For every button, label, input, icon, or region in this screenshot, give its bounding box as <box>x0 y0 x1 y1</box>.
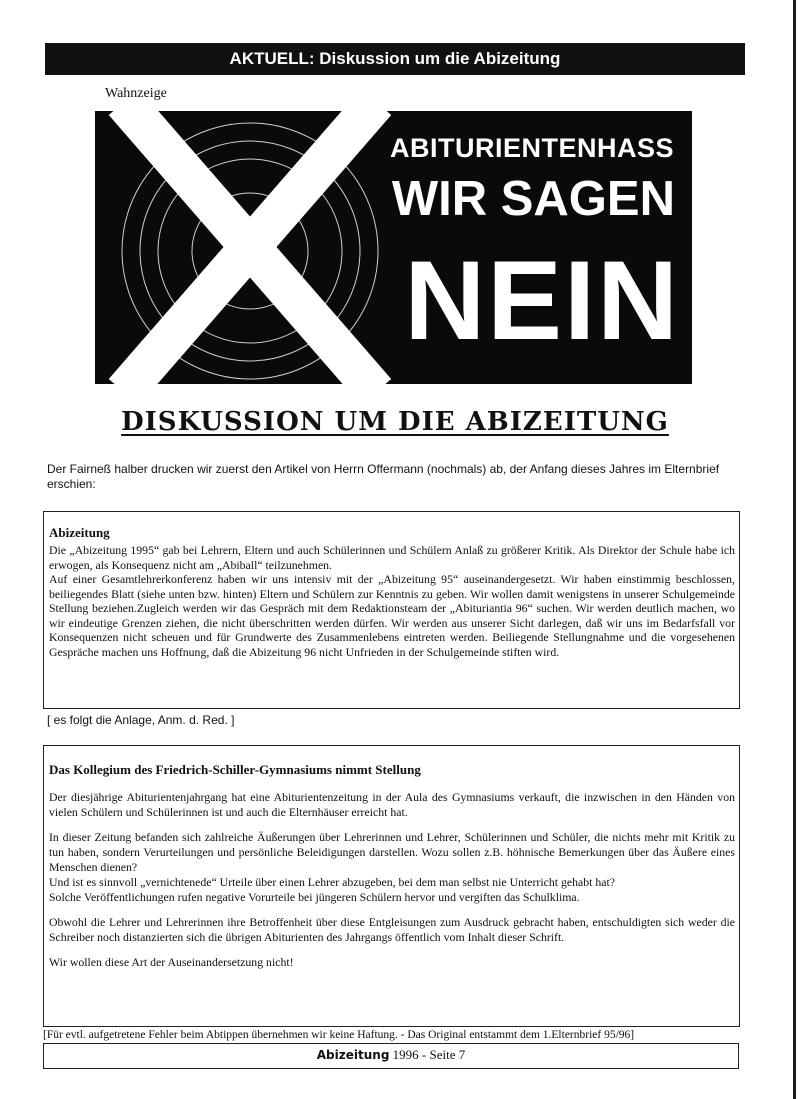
footer-brand: Abizeitung <box>316 1048 390 1062</box>
poster-line-3: NEIN <box>404 238 680 363</box>
statement-paragraph: Wir wollen diese Art der Auseinandersetzung nicht! <box>49 955 294 969</box>
disclaimer: [Für evtl. aufgetretene Fehler beim Abtippen übernehmen wir keine Haftung. - Das Original entstammt dem 1.Elternbrief 95/96] <box>43 1029 635 1041</box>
poster-caption: Wahnzeige <box>105 86 167 101</box>
statement-box <box>43 745 740 1027</box>
statement-paragraph: Solche Veröffentlichungen rufen negative Vorurteile bei jüngeren Schülern hervor und vergiften das Schulklima. <box>49 890 580 904</box>
statement-paragraph: Und ist es sinnvoll „vernichtenede“ Urteile über einen Lehrer abzugeben, bei dem man selbst nie Unterricht gehabt hat? <box>49 875 616 889</box>
letter-paragraph: Die „Abizeitung 1995“ gab bei Lehrern, Eltern und auch Schülerinnen und Schülern Anlaß zu größerer Kritik. Als Direktor der Schule habe ich erwogen, als Konsequenz nicht am „Abiball“ teilzunehmen. <box>49 543 735 572</box>
article-headline: DISKUSSION UM DIE ABIZEITUNG <box>121 407 669 437</box>
footer-page: 1996 - Seite 7 <box>389 1047 466 1062</box>
page-edge <box>793 0 796 1099</box>
letter-title: Abizeitung <box>49 525 110 540</box>
editor-note: [ es folgt die Anlage, Anm. d. Red. ] <box>47 713 235 727</box>
statement-title: Das Kollegium des Friedrich-Schiller-Gymnasiums nimmt Stellung <box>49 762 421 777</box>
section-header: AKTUELL: Diskussion um die Abizeitung <box>45 43 745 75</box>
letter-box <box>43 511 740 709</box>
statement-paragraph: Obwohl die Lehrer und Lehrerinnen ihre Betroffenheit über diese Entgleisungen zum Ausdruck gebracht haben, entschuldigten sich weder die Schreiber noch distanzierten sich die übrigen Abiturienten des Jahrgangs öffentlich vom Inhalt dieser Schrift. <box>49 915 735 944</box>
intro-text: Der Fairneß halber drucken wir zuerst den Artikel von Herrn Offermann (nochmals) ab, der Anfang dieses Jahres im Elternbrief erschien: <box>47 462 720 491</box>
statement-paragraph: In dieser Zeitung befanden sich zahlreiche Äußerungen über Lehrerinnen und Lehrer, Schülerinnen und Schüler, die nichts mehr mit Kritik zu tun haben, sondern Verurteilungen und persönliche Beleidigungen darstellen. Wozu sollen z.B. höhnische Bemerkungen über das Äußere eines Menschen dienen? <box>49 830 735 874</box>
letter-paragraph: Auf einer Gesamtlehrerkonferenz haben wir uns intensiv mit der „Abizeitung 95“ auseinandergesetzt. Wir haben einstimmig beschlossen, beiliegendes Blatt (siehe unten bzw. hinten) Eltern und Schülern zur Kenntnis zu geben. Wir wollen damit wenigstens in unserer Schulgemeinde Stellung beziehen.Zugleich werden wir das Gespräch mit dem Redaktionsteam der „Abituriantia 96“ suchen. Wir werden deutlich machen, wo wir eindeutige Grenzen ziehen, die nicht überschritten werden dürfen. Wir werden aus unserer Sicht darlegen, daß wir uns im Bedarfsfall vor Konsequenzen nicht scheuen und für Grundwerte des Zusammenlebens eintreten werden. Beiliegende Stellungnahme und die vorgesehenen Gespräche machen uns Hoffnung, daß die Abizeitung 96 nicht Unfrieden in der Schulgemeinde stiften wird. <box>49 572 735 659</box>
poster-line-2: WIR SAGEN <box>391 172 675 226</box>
page-footer <box>43 1043 739 1069</box>
statement-paragraph: Der diesjährige Abiturientenjahrgang hat eine Abiturientenzeitung in der Aula des Gymnasiums verkauft, die inzwischen in den Händen von vielen Schülern und Schülerinnen ist und auch die Elternhäuser erreicht hat. <box>49 790 735 819</box>
poster-line-1: ABITURIENTENHASS <box>389 133 674 163</box>
